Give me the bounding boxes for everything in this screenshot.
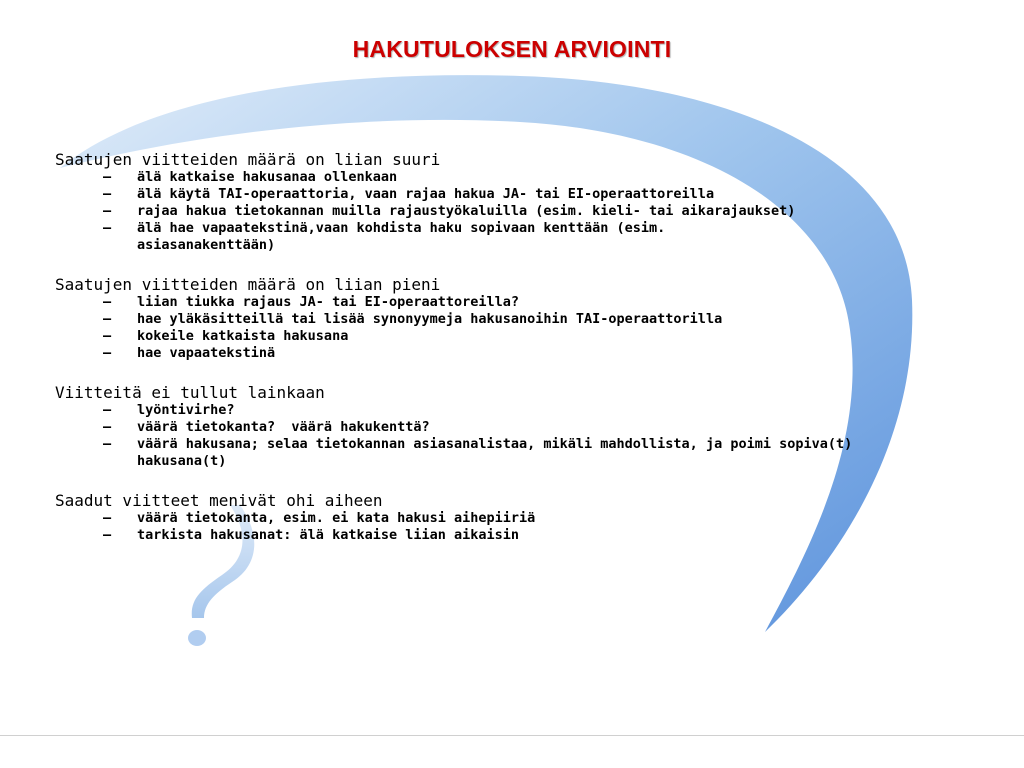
bullet-dash: –	[103, 220, 112, 236]
list-item	[55, 419, 935, 436]
question-dot	[188, 630, 206, 646]
list-item	[55, 510, 935, 527]
list-item	[55, 203, 935, 220]
list-item	[55, 220, 935, 254]
list-item-text: kokeile katkaista hakusana	[137, 328, 349, 344]
bullet-dash: –	[103, 436, 112, 452]
list-item	[55, 328, 935, 345]
bullet-dash: –	[103, 311, 112, 327]
section-too-few-results	[55, 275, 935, 362]
bullet-dash: –	[103, 419, 112, 435]
list-item-text: väärä tietokanta? väärä hakukenttä?	[137, 419, 430, 435]
list-item	[55, 527, 935, 544]
bullet-dash: –	[103, 402, 112, 418]
list-item-text: hae vapaatekstinä	[137, 345, 276, 361]
bullet-dash: –	[103, 169, 112, 185]
list-item-text: lyöntivirhe?	[137, 402, 235, 418]
bullet-dash: –	[103, 345, 112, 361]
bullet-dash: –	[103, 510, 112, 526]
section-heading: Saatujen viitteiden määrä on liian pieni	[55, 275, 441, 294]
list-item	[55, 169, 935, 186]
list-item-text: älä hae vapaatekstinä,vaan kohdista haku sopivaan kenttään (esim. asiasanakenttään)	[137, 220, 674, 253]
list-item	[55, 186, 935, 203]
list-item	[55, 436, 935, 470]
section-no-results	[55, 383, 935, 470]
bullet-list	[55, 169, 935, 254]
bullet-dash: –	[103, 186, 112, 202]
bullet-dash: –	[103, 203, 112, 219]
list-item-text: älä käytä TAI-operaattoria, vaan rajaa hakua JA- tai EI-operaattoreilla	[137, 186, 715, 202]
bullet-dash: –	[103, 527, 112, 543]
bullet-list	[55, 402, 935, 470]
list-item-text: tarkista hakusanat: älä katkaise liian aikaisin	[137, 527, 520, 543]
list-item-text: väärä tietokanta, esim. ei kata hakusi aihepiiriä	[137, 510, 536, 526]
bullet-dash: –	[103, 294, 112, 310]
section-heading: Saadut viitteet menivät ohi aiheen	[55, 491, 383, 510]
list-item	[55, 402, 935, 419]
section-off-topic-results	[55, 491, 935, 544]
list-item	[55, 345, 935, 362]
bullet-list	[55, 510, 935, 544]
list-item-text: hae yläkäsitteillä tai lisää synonyymeja hakusanoihin TAI-operaattorilla	[137, 311, 723, 327]
content	[55, 150, 935, 565]
list-item-text: väärä hakusana; selaa tietokannan asiasanalistaa, mikäli mahdollista, ja poimi sopiva(t) hakusana(t)	[137, 436, 861, 469]
list-item-text: liian tiukka rajaus JA- tai EI-operaattoreilla?	[137, 294, 520, 310]
list-item-text: rajaa hakua tietokannan muilla rajaustyökaluilla (esim. kieli- tai aikarajaukset)	[137, 203, 796, 219]
section-too-many-results	[55, 150, 935, 254]
list-item-text: älä katkaise hakusanaa ollenkaan	[137, 169, 398, 185]
slide-title: HAKUTULOKSEN ARVIOINTI	[352, 36, 672, 62]
section-heading: Saatujen viitteiden määrä on liian suuri	[55, 150, 441, 169]
bullet-dash: –	[103, 328, 112, 344]
slide-bottom-border	[0, 735, 1024, 736]
section-heading: Viitteitä ei tullut lainkaan	[55, 383, 325, 402]
list-item	[55, 311, 935, 328]
list-item	[55, 294, 935, 311]
bullet-list	[55, 294, 935, 362]
